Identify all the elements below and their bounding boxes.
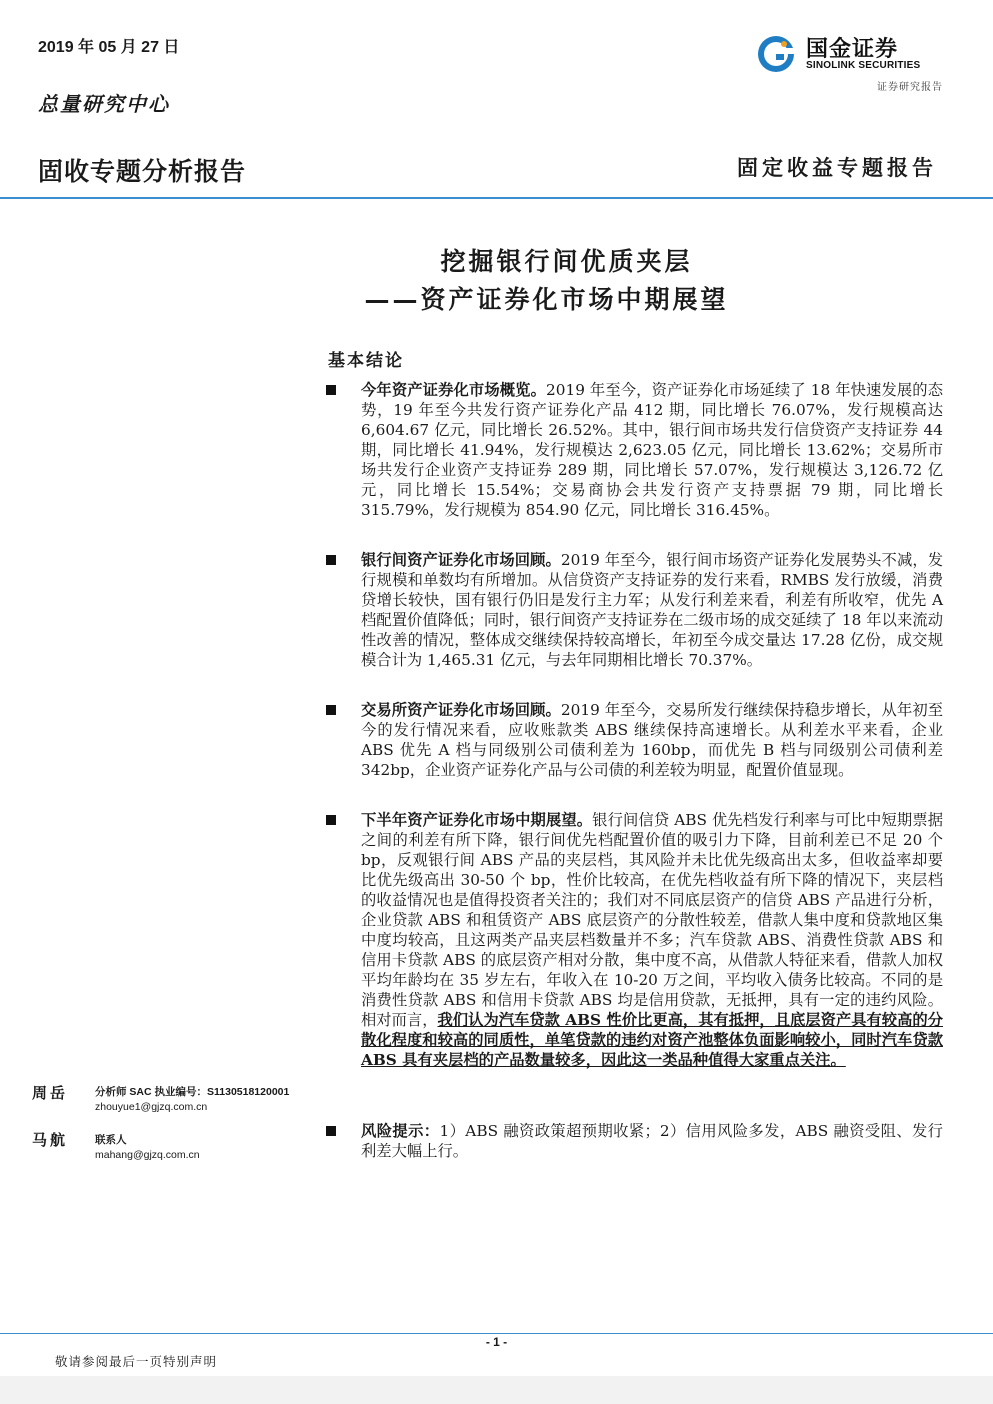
bullet-marker	[326, 555, 336, 565]
paragraph-lead: 风险提示：	[361, 1122, 440, 1140]
conclusion-paragraph	[361, 380, 943, 520]
author-role: 联系人	[95, 1134, 127, 1146]
page-number: - 1 -	[485, 1335, 508, 1349]
paragraph-text: 2019 年至今，交易所发行继续保持稳步增长，从年初至今的发行情况来看，应收账款类 ABS 继续保持高速增长。从利差水平来看，企业 ABS 优先 A 档与同级别公司债利差为 160bp，而优先 B 档与同级别公司债利差 342bp，企业资产证券化产品与公司债的利差较为明显，配置价值显现。	[361, 701, 943, 779]
bottom-band	[0, 1376, 993, 1404]
author-email: mahang@gjzq.com.cn	[95, 1149, 200, 1161]
department-name: 总量研究中心	[38, 92, 170, 116]
author-name: 马航	[32, 1131, 69, 1149]
section-heading: 基本结论	[328, 351, 404, 371]
paragraph-lead: 交易所资产证券化市场回顾。	[361, 701, 561, 719]
header-divider	[0, 197, 993, 199]
conclusion-paragraph	[361, 810, 943, 1070]
report-title: 挖掘银行间优质夹层	[440, 247, 693, 276]
logo-name-en: SINOLINK SECURITIES	[806, 60, 921, 71]
conclusion-paragraph	[361, 700, 943, 780]
paragraph-emphasis: 我们认为汽车贷款 ABS 性价比更高，其有抵押，且底层资产具有较高的分散化程度和较高的同质性，单笔贷款的违约对资产池整体负面影响较小，同时汽车贷款 ABS 具有夹层档的产品数量较多，因此这一类品种值得大家重点关注。	[361, 1011, 943, 1069]
disclaimer-text: 敬请参阅最后一页特别声明	[55, 1354, 218, 1369]
report-type: 固收专题分析报告	[38, 158, 247, 186]
author-role: 分析师 SAC 执业编号：S1130518120001	[95, 1086, 290, 1098]
company-logo	[756, 32, 946, 76]
report-category: 固定收益专题报告	[737, 155, 937, 180]
paragraph-text: 银行间信贷 ABS 优先档发行利率与可比中短期票据之间的利差有所下降，银行间优先档配置价值的吸引力下降，目前利差已不足 20 个 bp，反观银行间 ABS 产品的夹层档，其风险并未比优先级高出太多，但收益率却要比优先级高出 30-50 个 bp，性价比较高，在优先档收益有所下降的情况下，夹层档的收益情况也是值得投资者关注的；我们对不同底层资产的信贷 ABS 产品进行分析，企业贷款 ABS 和租赁资产 ABS 底层资产的分散性较差，借款人集中度和贷款地区集中度均较高，且这两类产品夹层档数量并不多；汽车贷款 ABS、消费性贷款 ABS 和信用卡贷款 ABS 的底层资产相对分散，集中度不高，从借款人特征来看，借款人加权平均年龄均在 35 岁左右，年收入在 10-20 万之间，平均收入债务比较高。不同的是消费性贷款 ABS 和信用卡贷款 ABS 均是信用贷款，无抵押，具有一定的违约风险。相对而言，	[361, 811, 943, 1029]
paragraph-lead: 银行间资产证券化市场回顾。	[361, 551, 561, 569]
paragraph-text: 1）ABS 融资政策超预期收紧；2）信用风险多发，ABS 融资受阻、发行利差大幅上行。	[361, 1122, 943, 1160]
conclusion-paragraph	[361, 550, 943, 670]
author-meta	[95, 1133, 200, 1163]
bullet-marker	[326, 705, 336, 715]
risk-paragraph	[361, 1121, 943, 1161]
report-subtitle: ——资产证券化市场中期展望	[364, 285, 729, 314]
report-date: 2019 年 05 月 27 日	[38, 39, 180, 56]
logo-name-cn: 国金证券	[806, 36, 899, 61]
bullet-marker	[326, 815, 336, 825]
bullet-marker	[326, 1126, 336, 1136]
paragraph-text: 2019 年至今，资产证券化市场延续了 18 年快速发展的态势，19 年至今共发行资产证券化产品 412 期，同比增长 76.07%，发行规模高达 6,604.67 亿元，同比增长 26.52%。其中，银行间市场共发行信贷资产支持证券 44 期，同比增长 41.94%，发行规模达 2,623.05 亿元，同比增长 13.62%；交易所市场共发行企业资产支持证券 289 期，同比增长 57.07%，发行规模达 3,126.72 亿元，同比增长 15.54%；交易商协会共发行资产支持票据 79 期，同比增长 315.79%，发行规模为 854.90 亿元，同比增长 316.45%。	[361, 381, 943, 519]
paragraph-lead: 下半年资产证券化市场中期展望。	[361, 811, 593, 829]
bullet-marker	[326, 385, 336, 395]
author-meta	[95, 1085, 289, 1115]
author-email: zhouyue1@gjzq.com.cn	[95, 1101, 208, 1113]
paragraph-text: 2019 年至今，银行间市场资产证券化发展势头不减，发行规模和单数均有所增加。从信贷资产支持证券的发行来看，RMBS 发行放缓，消费贷增长较快，国有银行仍旧是发行主力军；从发行利差来看，利差有所收窄，优先 A 档配置价值降低；同时，银行间资产支持证券在二级市场的成交延续了 18 年以来流动性改善的情况，整体成交继续保持较高增长，年初至今成交量达 17.28 亿份，成交规模合计为 1,465.31 亿元，与去年同期相比增长 70.37%。	[361, 551, 943, 669]
author-name: 周岳	[32, 1084, 69, 1102]
footer-divider	[0, 1333, 993, 1334]
paragraph-lead: 今年资产证券化市场概览。	[361, 381, 547, 399]
sinolink-logo-icon	[756, 34, 796, 74]
logo-subtitle: 证券研究报告	[877, 82, 943, 93]
